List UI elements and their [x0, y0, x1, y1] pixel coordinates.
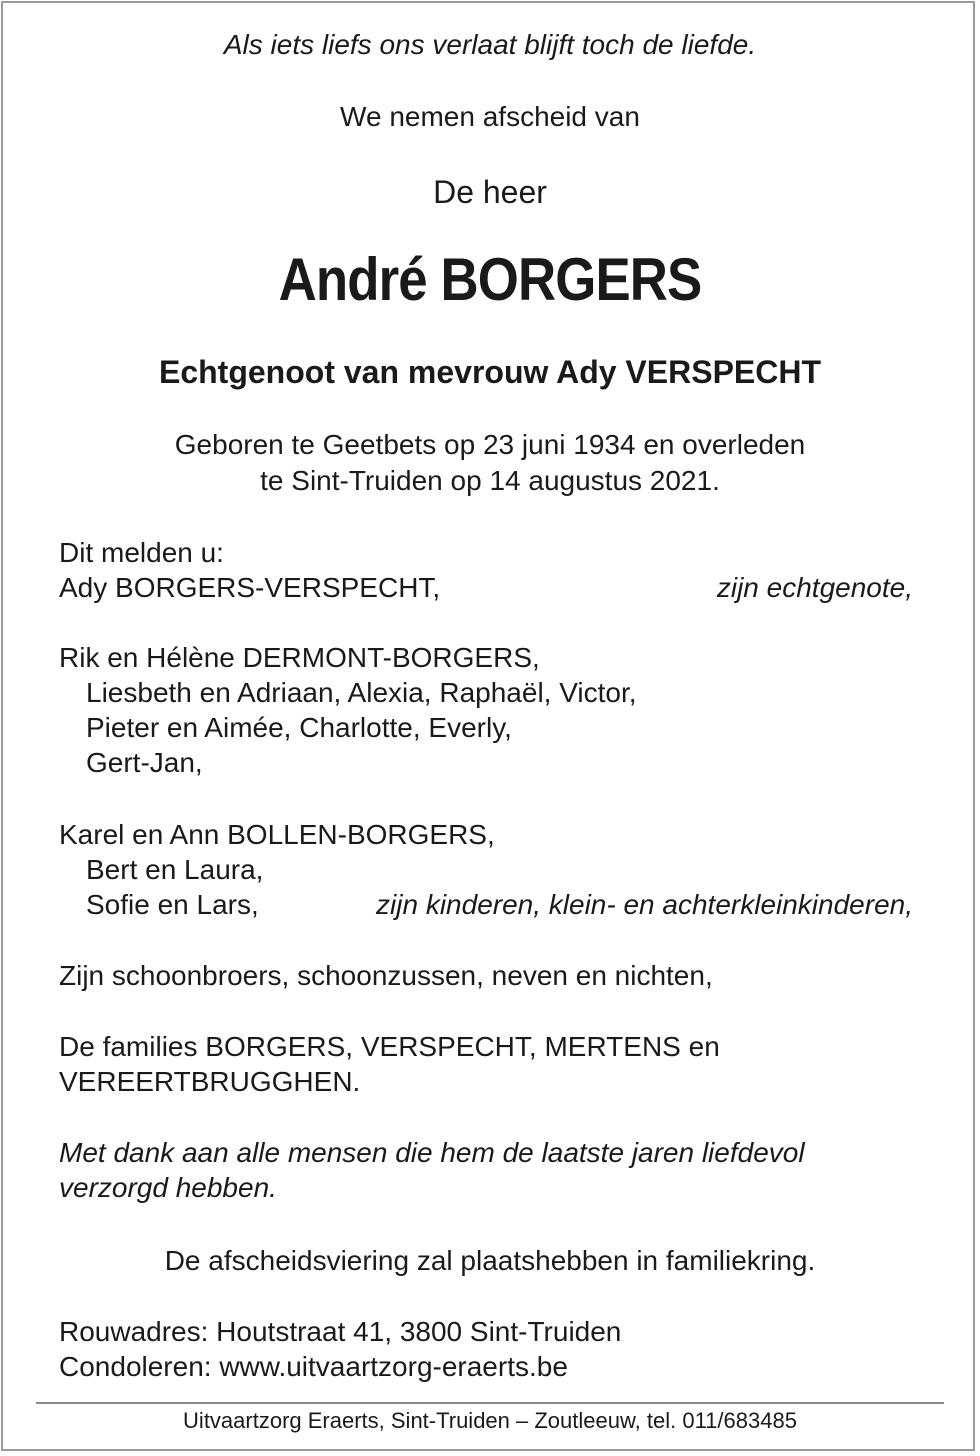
family-member: Liesbeth en Adriaan, Alexia, Raphaël, Victor,	[86, 677, 637, 708]
families-line-1: De families BORGERS, VERSPECHT, MERTENS en	[59, 1031, 720, 1062]
family-head-2: Karel en Ann BOLLEN-BORGERS,	[59, 819, 495, 850]
mourning-address: Rouwadres: Houtstraat 41, 3800 Sint-Truiden	[59, 1316, 622, 1347]
announce-text: Dit melden u:	[59, 537, 224, 568]
family-head-1: Rik en Hélène DERMONT-BORGERS,	[59, 642, 540, 673]
families-line-2: VEREERTBRUGGHEN.	[59, 1066, 361, 1097]
footer-divider	[36, 1402, 944, 1404]
in-laws-text: Zijn schoonbroers, schoonzussen, neven en nichten,	[59, 960, 713, 991]
family-member: Pieter en Aimée, Charlotte, Everly,	[86, 712, 512, 743]
intro-text: We nemen afscheid van	[340, 101, 640, 132]
spouse-name: Ady BORGERS-VERSPECHT,	[59, 572, 441, 603]
motto: Als iets liefs ons verlaat blijft toch de liefde.	[223, 29, 757, 60]
title-prefix: De heer	[433, 174, 547, 210]
thanks-line-1: Met dank aan alle mensen die hem de laatste jaren liefdevol	[59, 1137, 805, 1168]
family-member: Bert en Laura,	[86, 854, 264, 885]
family-member: Gert-Jan,	[86, 747, 203, 778]
children-role: zijn kinderen, klein- en achterkleinkinderen,	[376, 889, 913, 920]
spouse-heading: Echtgenoot van mevrouw Ady VERSPECHT	[158, 354, 822, 390]
funeral-home-footer: Uitvaartzorg Eraerts, Sint-Truiden – Zoutleeuw, tel. 011/683485	[183, 1408, 797, 1433]
condolence-link: Condoleren: www.uitvaartzorg-eraerts.be	[59, 1351, 568, 1382]
birth-line-2: te Sint-Truiden op 14 augustus 2021.	[260, 465, 720, 496]
ceremony-text: De afscheidsviering zal plaatshebben in familiekring.	[164, 1245, 816, 1276]
deceased-name: André BORGERS	[278, 246, 702, 313]
birth-line-1: Geboren te Geetbets op 23 juni 1934 en overleden	[174, 429, 806, 460]
family-member: Sofie en Lars,	[86, 889, 259, 920]
spouse-role: zijn echtgenote,	[716, 572, 913, 603]
thanks-line-2: verzorgd hebben.	[59, 1172, 277, 1203]
